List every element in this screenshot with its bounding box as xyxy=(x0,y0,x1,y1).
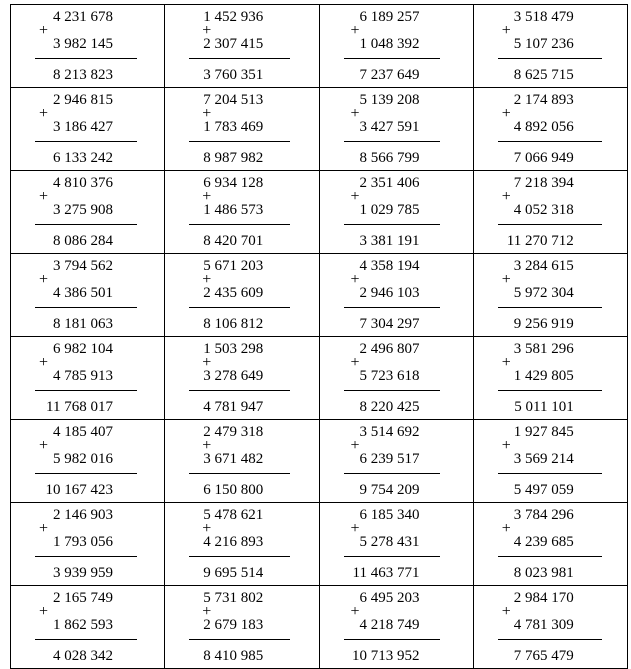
worksheet-row xyxy=(11,254,628,337)
addend-bottom: 3 278 649 xyxy=(203,368,264,384)
plus-sign: + xyxy=(39,271,49,288)
sum-result: 10 167 423 xyxy=(45,482,113,498)
addend-bottom: 2 946 103 xyxy=(359,285,420,301)
addition-problem xyxy=(11,420,164,502)
addend-top: 1 503 298 xyxy=(203,341,264,357)
plus-sign: + xyxy=(350,603,360,620)
sum-rule-line xyxy=(189,639,290,640)
sum-result: 3 760 351 xyxy=(203,67,264,83)
addition-problem xyxy=(320,420,473,502)
plus-sign: + xyxy=(39,105,49,122)
addend-bottom: 2 435 609 xyxy=(203,285,264,301)
sum-rule-line xyxy=(189,141,290,142)
sum-result: 8 181 063 xyxy=(53,316,113,332)
sum-result: 8 213 823 xyxy=(53,67,113,83)
problem-cell xyxy=(319,420,473,503)
addend-top: 6 495 203 xyxy=(359,590,420,606)
plus-sign: + xyxy=(501,105,511,122)
addend-bottom: 5 278 431 xyxy=(359,534,420,550)
plus-sign: + xyxy=(202,437,212,454)
problem-cell xyxy=(165,337,319,420)
plus-sign: + xyxy=(202,22,212,39)
sum-result: 8 987 982 xyxy=(203,150,264,166)
sum-rule-line xyxy=(35,224,137,225)
addition-problem xyxy=(165,88,318,170)
addition-problem xyxy=(11,88,164,170)
problem-cell xyxy=(11,420,165,503)
addition-problem xyxy=(165,503,318,585)
problem-cell xyxy=(319,586,473,669)
sum-rule-line xyxy=(344,307,440,308)
addend-bottom: 1 783 469 xyxy=(203,119,264,135)
addition-problem xyxy=(320,254,473,336)
addition-problem xyxy=(11,503,164,585)
worksheet-row xyxy=(11,88,628,171)
addend-bottom: 5 107 236 xyxy=(513,36,574,52)
problem-cell xyxy=(11,88,165,171)
problem-cell xyxy=(11,586,165,669)
sum-result: 7 066 949 xyxy=(513,150,574,166)
problem-cell xyxy=(165,503,319,586)
sum-result: 8 420 701 xyxy=(203,233,264,249)
addend-top: 1 452 936 xyxy=(203,9,264,25)
sum-rule-line xyxy=(498,224,602,225)
plus-sign: + xyxy=(39,188,49,205)
addend-top: 3 518 479 xyxy=(513,9,574,25)
sum-rule-line xyxy=(344,390,440,391)
plus-sign: + xyxy=(202,520,212,537)
problem-cell xyxy=(473,503,627,586)
addend-top: 4 231 678 xyxy=(53,9,113,25)
addend-top: 2 946 815 xyxy=(53,92,113,108)
sum-rule-line xyxy=(498,556,602,557)
addend-bottom: 5 972 304 xyxy=(513,285,574,301)
addition-problem xyxy=(165,420,318,502)
addition-problem xyxy=(11,254,164,336)
addend-bottom: 4 218 749 xyxy=(359,617,420,633)
addend-bottom: 5 723 618 xyxy=(359,368,420,384)
problem-cell xyxy=(473,586,627,669)
plus-sign: + xyxy=(350,22,360,39)
problem-cell xyxy=(319,254,473,337)
addend-top: 6 982 104 xyxy=(53,341,113,357)
addition-problem xyxy=(11,586,164,668)
sum-result: 8 220 425 xyxy=(359,399,420,415)
addend-bottom: 3 275 908 xyxy=(53,202,113,218)
plus-sign: + xyxy=(39,354,49,371)
addend-top: 4 810 376 xyxy=(53,175,113,191)
sum-rule-line xyxy=(344,639,440,640)
addition-problem xyxy=(320,88,473,170)
sum-rule-line xyxy=(189,473,290,474)
addend-bottom: 1 429 805 xyxy=(513,368,574,384)
sum-result: 3 381 191 xyxy=(359,233,420,249)
addend-bottom: 6 239 517 xyxy=(359,451,420,467)
plus-sign: + xyxy=(202,603,212,620)
plus-sign: + xyxy=(350,354,360,371)
addend-top: 2 165 749 xyxy=(53,590,113,606)
plus-sign: + xyxy=(501,188,511,205)
plus-sign: + xyxy=(350,105,360,122)
plus-sign: + xyxy=(501,22,511,39)
problem-cell xyxy=(165,586,319,669)
plus-sign: + xyxy=(501,354,511,371)
addition-problem xyxy=(474,586,627,668)
sum-rule-line xyxy=(35,390,137,391)
sum-result: 6 150 800 xyxy=(203,482,264,498)
addition-problem xyxy=(165,5,318,87)
problem-cell xyxy=(11,171,165,254)
addend-bottom: 1 486 573 xyxy=(203,202,264,218)
addend-bottom: 4 386 501 xyxy=(53,285,113,301)
addition-problem xyxy=(320,337,473,419)
sum-result: 3 939 959 xyxy=(53,565,113,581)
sum-result: 4 781 947 xyxy=(203,399,264,415)
sum-result: 7 237 649 xyxy=(359,67,420,83)
addition-problem xyxy=(165,254,318,336)
sum-rule-line xyxy=(189,556,290,557)
addend-bottom: 1 048 392 xyxy=(359,36,420,52)
sum-rule-line xyxy=(344,224,440,225)
addend-top: 3 581 296 xyxy=(513,341,574,357)
addend-bottom: 1 793 056 xyxy=(53,534,113,550)
addend-top: 1 927 845 xyxy=(513,424,574,440)
problem-cell xyxy=(319,171,473,254)
sum-rule-line xyxy=(344,58,440,59)
plus-sign: + xyxy=(501,603,511,620)
sum-rule-line xyxy=(35,307,137,308)
sum-rule-line xyxy=(498,639,602,640)
addend-top: 2 174 893 xyxy=(513,92,574,108)
worksheet-row xyxy=(11,503,628,586)
plus-sign: + xyxy=(202,105,212,122)
addition-problem xyxy=(165,586,318,668)
sum-result: 11 463 771 xyxy=(352,565,420,581)
sum-result: 9 695 514 xyxy=(203,565,264,581)
addend-top: 3 794 562 xyxy=(53,258,113,274)
problem-cell xyxy=(11,5,165,88)
problem-cell xyxy=(11,337,165,420)
sum-rule-line xyxy=(35,556,137,557)
problem-cell xyxy=(473,254,627,337)
addition-problem xyxy=(474,88,627,170)
addition-problem xyxy=(474,420,627,502)
addend-top: 2 496 807 xyxy=(359,341,420,357)
addend-top: 6 189 257 xyxy=(359,9,420,25)
addend-top: 5 139 208 xyxy=(359,92,420,108)
addend-top: 2 351 406 xyxy=(359,175,420,191)
worksheet-row xyxy=(11,420,628,503)
addend-bottom: 4 892 056 xyxy=(513,119,574,135)
worksheet-row xyxy=(11,5,628,88)
sum-rule-line xyxy=(498,58,602,59)
sum-result: 9 754 209 xyxy=(359,482,420,498)
sum-rule-line xyxy=(344,141,440,142)
plus-sign: + xyxy=(501,520,511,537)
addend-top: 5 478 621 xyxy=(203,507,264,523)
addend-bottom: 3 982 145 xyxy=(53,36,113,52)
sum-result: 5 497 059 xyxy=(513,482,574,498)
problem-cell xyxy=(319,88,473,171)
sum-result: 8 023 981 xyxy=(513,565,574,581)
sum-result: 4 028 342 xyxy=(53,648,113,664)
addend-bottom: 1 862 593 xyxy=(53,617,113,633)
plus-sign: + xyxy=(202,188,212,205)
addend-top: 7 218 394 xyxy=(513,175,574,191)
addend-bottom: 3 671 482 xyxy=(203,451,264,467)
sum-rule-line xyxy=(35,141,137,142)
addend-top: 2 479 318 xyxy=(203,424,264,440)
addend-bottom: 4 239 685 xyxy=(513,534,574,550)
addend-top: 3 514 692 xyxy=(359,424,420,440)
addend-bottom: 4 781 309 xyxy=(513,617,574,633)
plus-sign: + xyxy=(350,437,360,454)
problem-cell xyxy=(165,171,319,254)
sum-result: 8 106 812 xyxy=(203,316,264,332)
addend-top: 3 784 296 xyxy=(513,507,574,523)
sum-result: 8 410 985 xyxy=(203,648,264,664)
sum-result: 6 133 242 xyxy=(53,150,113,166)
sum-rule-line xyxy=(344,473,440,474)
plus-sign: + xyxy=(39,437,49,454)
sum-result: 9 256 919 xyxy=(513,316,574,332)
sum-result: 8 625 715 xyxy=(513,67,574,83)
sum-result: 7 304 297 xyxy=(359,316,420,332)
plus-sign: + xyxy=(501,271,511,288)
addition-problem xyxy=(11,337,164,419)
addition-problem xyxy=(11,5,164,87)
addition-problem xyxy=(474,5,627,87)
problem-cell xyxy=(165,5,319,88)
addition-problem xyxy=(165,171,318,253)
sum-result: 8 086 284 xyxy=(53,233,113,249)
problem-cell xyxy=(11,503,165,586)
addend-bottom: 5 982 016 xyxy=(53,451,113,467)
worksheet-row xyxy=(11,337,628,420)
addition-problem xyxy=(320,586,473,668)
addition-problem xyxy=(474,337,627,419)
sum-rule-line xyxy=(189,307,290,308)
addition-problem xyxy=(320,503,473,585)
sum-rule-line xyxy=(189,390,290,391)
plus-sign: + xyxy=(350,188,360,205)
sum-rule-line xyxy=(35,639,137,640)
plus-sign: + xyxy=(350,271,360,288)
problem-cell xyxy=(473,420,627,503)
addend-bottom: 2 307 415 xyxy=(203,36,264,52)
addition-problem xyxy=(474,171,627,253)
addend-bottom: 1 029 785 xyxy=(359,202,420,218)
sum-result: 7 765 479 xyxy=(513,648,574,664)
worksheet-row xyxy=(11,171,628,254)
addend-bottom: 2 679 183 xyxy=(203,617,264,633)
addition-problem xyxy=(11,171,164,253)
addend-top: 3 284 615 xyxy=(513,258,574,274)
plus-sign: + xyxy=(39,603,49,620)
addend-bottom: 4 785 913 xyxy=(53,368,113,384)
plus-sign: + xyxy=(350,520,360,537)
plus-sign: + xyxy=(39,520,49,537)
addend-top: 5 731 802 xyxy=(203,590,264,606)
problem-cell xyxy=(473,171,627,254)
sum-rule-line xyxy=(498,473,602,474)
plus-sign: + xyxy=(202,271,212,288)
problem-cell xyxy=(473,88,627,171)
addend-bottom: 3 427 591 xyxy=(359,119,420,135)
problem-cell xyxy=(165,254,319,337)
sum-rule-line xyxy=(35,58,137,59)
worksheet-row xyxy=(11,586,628,669)
addend-top: 4 185 407 xyxy=(53,424,113,440)
addition-grid xyxy=(10,4,628,669)
problem-cell xyxy=(165,88,319,171)
plus-sign: + xyxy=(39,22,49,39)
addition-problem xyxy=(320,5,473,87)
plus-sign: + xyxy=(202,354,212,371)
addend-top: 6 934 128 xyxy=(203,175,264,191)
sum-rule-line xyxy=(498,307,602,308)
plus-sign: + xyxy=(501,437,511,454)
addend-top: 5 671 203 xyxy=(203,258,264,274)
addend-top: 7 204 513 xyxy=(203,92,264,108)
addend-bottom: 3 186 427 xyxy=(53,119,113,135)
sum-rule-line xyxy=(189,58,290,59)
addend-bottom: 4 052 318 xyxy=(513,202,574,218)
sum-result: 10 713 952 xyxy=(352,648,420,664)
sum-result: 5 011 101 xyxy=(514,399,574,415)
addend-top: 2 984 170 xyxy=(513,590,574,606)
sum-rule-line xyxy=(498,141,602,142)
addition-problem xyxy=(320,171,473,253)
sum-rule-line xyxy=(189,224,290,225)
problem-cell xyxy=(165,420,319,503)
problem-cell xyxy=(319,503,473,586)
addend-bottom: 3 569 214 xyxy=(513,451,574,467)
addition-problem xyxy=(474,254,627,336)
problem-cell xyxy=(473,337,627,420)
sum-rule-line xyxy=(498,390,602,391)
problem-cell xyxy=(319,5,473,88)
addend-top: 4 358 194 xyxy=(359,258,420,274)
sum-rule-line xyxy=(344,556,440,557)
addition-problem xyxy=(165,337,318,419)
addend-top: 6 185 340 xyxy=(359,507,420,523)
problem-cell xyxy=(11,254,165,337)
addend-top: 2 146 903 xyxy=(53,507,113,523)
sum-result: 8 566 799 xyxy=(359,150,420,166)
problem-cell xyxy=(319,337,473,420)
sum-rule-line xyxy=(35,473,137,474)
sum-result: 11 768 017 xyxy=(46,399,113,415)
problem-cell xyxy=(473,5,627,88)
sum-result: 11 270 712 xyxy=(506,233,574,249)
addend-bottom: 4 216 893 xyxy=(203,534,264,550)
addition-problem xyxy=(474,503,627,585)
